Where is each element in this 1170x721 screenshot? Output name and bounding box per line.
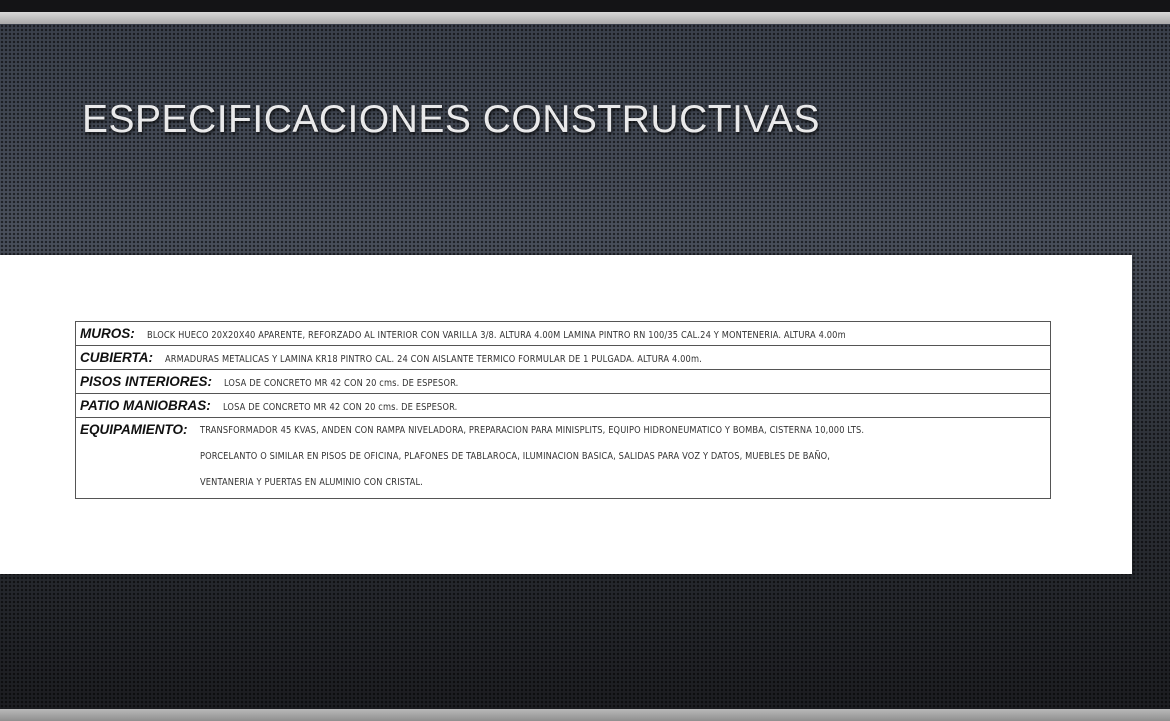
spec-row-patio-maniobras <box>76 394 1050 418</box>
spec-row-cubierta <box>76 346 1050 370</box>
spec-value-line: VENTANERIA Y PUERTAS EN ALUMINIO CON CRISTAL. <box>199 477 423 488</box>
top-divider <box>0 12 1170 24</box>
spec-row-muros <box>76 322 1050 346</box>
spec-value-lines <box>200 418 922 496</box>
spec-value-line: PORCELANTO O SIMILAR EN PISOS DE OFICINA, PLAFONES DE TABLAROCA, ILUMINACION BASICA, SALIDAS PARA VOZ Y DATOS, MUEBLES DE BAÑO, <box>199 451 830 462</box>
top-frame-bar <box>0 0 1170 12</box>
spec-value: ARMADURAS METALICAS Y LAMINA KR18 PINTRO CAL. 24 CON AISLANTE TERMICO FORMULAR DE 1 PULGADA. ALTURA 4.00m. <box>165 354 702 365</box>
spec-row-pisos-interiores <box>76 370 1050 394</box>
spec-value: BLOCK HUECO 20X20X40 APARENTE, REFORZADO AL INTERIOR CON VARILLA 3/8. ALTURA 4.00M LAMINA PINTRO RN 100/35 CAL.24 Y MONTENERIA. ALTURA 4.00m <box>146 330 846 341</box>
spec-label: CUBIERTA: <box>80 350 153 365</box>
spec-row-equipamiento <box>76 418 1050 498</box>
slide-title: ESPECIFICACIONES CONSTRUCTIVAS <box>82 98 821 141</box>
spec-label: MUROS: <box>80 326 135 341</box>
spec-value: LOSA DE CONCRETO MR 42 CON 20 cms. DE ESPESOR. <box>222 402 458 413</box>
spec-label: PISOS INTERIORES: <box>80 374 213 389</box>
specifications-table <box>75 321 1051 499</box>
bottom-divider <box>0 709 1170 721</box>
spec-label: EQUIPAMIENTO: <box>80 422 188 437</box>
spec-value: LOSA DE CONCRETO MR 42 CON 20 cms. DE ESPESOR. <box>224 378 459 389</box>
spec-value-line: TRANSFORMADOR 45 KVAS, ANDEN CON RAMPA NIVELADORA, PREPARACION PARA MINISPLITS, EQUIPO HIDRONEUMATICO Y BOMBA, CISTERNA 10,000 LTS. <box>199 425 864 436</box>
spec-label: PATIO MANIOBRAS: <box>80 398 211 413</box>
